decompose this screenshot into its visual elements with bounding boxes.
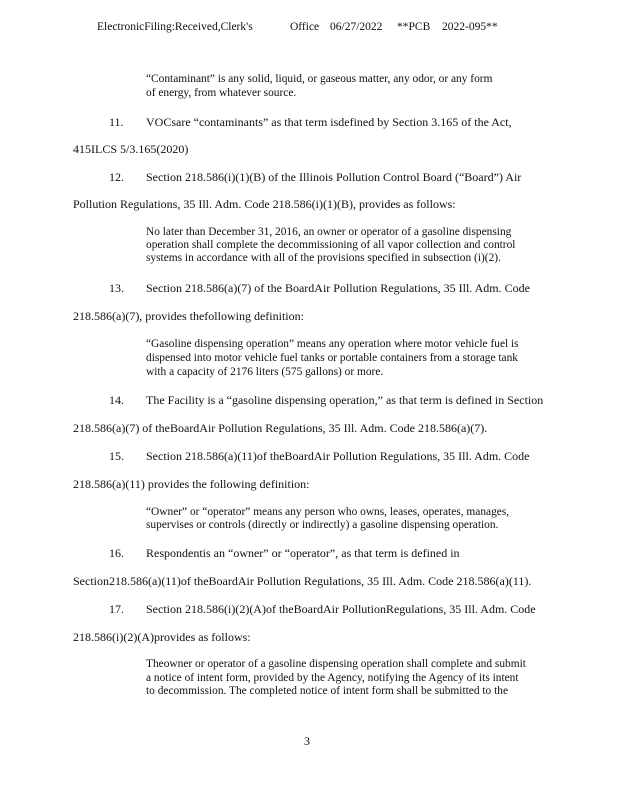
paragraph-line: Pollution Regulations, 35 Ill. Adm. Code 218.586(i)(1)(B), provides as follows: — [73, 197, 456, 211]
block-quote-line: Theowner or operator of a gasoline dispensing operation shall complete and submit — [146, 658, 526, 670]
block-quote-line: systems in accordance with all of the provisions specified in subsection (i)(2). — [146, 252, 501, 264]
paragraph-line: 218.586(i)(2)(A)provides as follows: — [73, 630, 251, 644]
paragraph-line: 218.586(a)(11) provides the following definition: — [73, 477, 310, 491]
paragraph-line: VOCsare “contaminants” as that term isdefined by Section 3.165 of the Act, — [146, 115, 512, 129]
paragraph-line: 218.586(a)(7), provides thefollowing definition: — [73, 309, 304, 323]
block-quote-line: to decommission. The completed notice of intent form shall be submitted to the — [146, 685, 509, 697]
block-quote-line: of energy, from whatever source. — [146, 87, 297, 99]
block-quote-line: “Owner” or “operator” means any person who owns, leases, operates, manages, — [146, 506, 510, 518]
filing-number: 2022-095** — [442, 21, 498, 33]
paragraph-number: 14. — [109, 393, 124, 407]
paragraph-line: Respondentis an “owner” or “operator”, as that term is defined in — [146, 546, 460, 560]
paragraph-number: 16. — [109, 546, 124, 560]
block-quote-line: with a capacity of 2176 liters (575 gallons) or more. — [146, 366, 384, 378]
paragraph-number: 12. — [109, 170, 124, 184]
filing-date: 06/27/2022 — [330, 21, 383, 33]
paragraph-number: 13. — [109, 281, 124, 295]
block-quote-line: operation shall complete the decommissioning of all vapor collection and control — [146, 239, 516, 251]
paragraph-line: Section218.586(a)(11)of theBoardAir Pollution Regulations, 35 Ill. Adm. Code 218.586(a)(11). — [73, 574, 532, 588]
block-quote-line: a notice of intent form, provided by the Agency, notifying the Agency of its intent — [146, 672, 519, 684]
paragraph-line: Section 218.586(a)(11)of theBoardAir Pollution Regulations, 35 Ill. Adm. Code — [146, 449, 530, 463]
paragraph-line: Section 218.586(a)(7) of the BoardAir Pollution Regulations, 35 Ill. Adm. Code — [146, 281, 530, 295]
paragraph-number: 17. — [109, 602, 124, 616]
page-number: 3 — [304, 734, 310, 748]
paragraph-number: 15. — [109, 449, 124, 463]
block-quote-line: supervises or controls (directly or indirectly) a gasoline dispensing operation. — [146, 519, 499, 531]
filing-case: **PCB — [397, 21, 431, 33]
block-quote-line: “Gasoline dispensing operation” means any operation where motor vehicle fuel is — [146, 338, 519, 350]
paragraph-line: The Facility is a “gasoline dispensing operation,” as that term is defined in Section — [146, 393, 544, 407]
block-quote-line: No later than December 31, 2016, an owner or operator of a gasoline dispensing — [146, 226, 512, 238]
block-quote-line: “Contaminant” is any solid, liquid, or gaseous matter, any odor, or any form — [146, 73, 493, 85]
paragraph-line: Section 218.586(i)(1)(B) of the Illinois Pollution Control Board (“Board”) Air — [146, 170, 522, 184]
paragraph-line: Section 218.586(i)(2)(A)of theBoardAir PollutionRegulations, 35 Ill. Adm. Code — [146, 602, 536, 616]
filing-office: Office — [290, 21, 320, 33]
paragraph-line: 218.586(a)(7) of theBoardAir Pollution Regulations, 35 Ill. Adm. Code 218.586(a)(7). — [73, 421, 488, 435]
filing-stamp: ElectronicFiling:Received,Clerk's — [97, 21, 253, 33]
block-quote-line: dispensed into motor vehicle fuel tanks or portable containers from a storage tank — [146, 352, 518, 364]
paragraph-line: 415ILCS 5/3.165(2020) — [73, 142, 189, 156]
paragraph-number: 11. — [109, 115, 124, 129]
